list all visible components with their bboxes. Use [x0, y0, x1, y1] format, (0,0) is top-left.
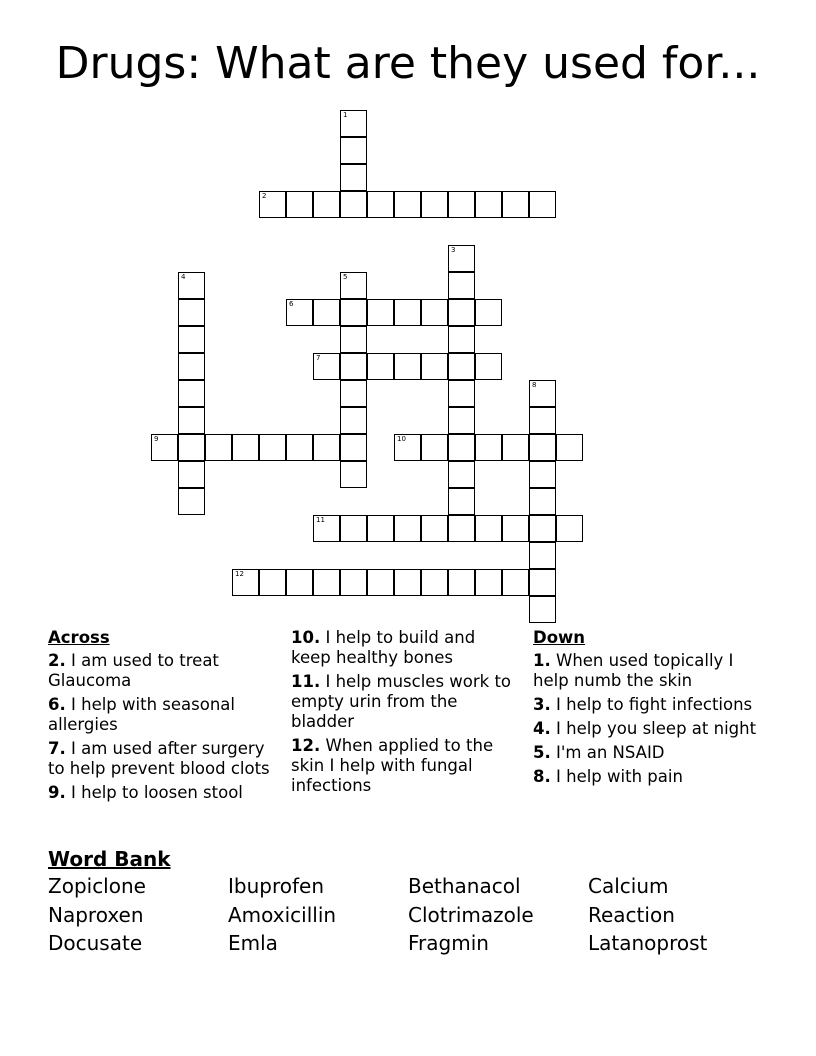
grid-cell	[340, 515, 367, 542]
grid-cell	[448, 515, 475, 542]
word-bank-heading: Word Bank	[48, 847, 171, 871]
grid-cell	[502, 569, 529, 596]
grid-cell	[340, 191, 367, 218]
clue-number: 5	[343, 273, 348, 281]
grid-cell	[529, 515, 556, 542]
grid-cell	[340, 326, 367, 353]
grid-cell	[448, 353, 475, 380]
across-clues-column-continued	[291, 628, 516, 800]
grid-cell	[448, 461, 475, 488]
clue-across-10: 10. I help to build and keep healthy bones	[291, 628, 476, 667]
grid-cell	[340, 434, 367, 461]
grid-cell	[340, 110, 367, 137]
grid-cell	[448, 434, 475, 461]
grid-cell	[178, 488, 205, 515]
word-bank-word: Amoxicillin	[228, 903, 337, 927]
grid-cell	[475, 569, 502, 596]
grid-cell	[394, 299, 421, 326]
grid-cell	[529, 191, 556, 218]
grid-cell	[286, 569, 313, 596]
grid-cell	[394, 515, 421, 542]
grid-cell	[448, 272, 475, 299]
word-bank-word: Zopiclone	[48, 874, 146, 898]
grid-cell	[502, 191, 529, 218]
grid-cell	[529, 380, 556, 407]
grid-cell	[178, 380, 205, 407]
clue-number: 2	[262, 192, 267, 200]
grid-cell	[556, 434, 583, 461]
grid-cell	[313, 353, 340, 380]
grid-cell	[475, 434, 502, 461]
clue-across-7: 7. I am used after surgery to help prevent blood clots	[48, 739, 270, 778]
clue-number: 10	[397, 435, 406, 443]
word-bank-word: Latanoprost	[588, 931, 708, 955]
grid-cell	[421, 353, 448, 380]
grid-cell	[340, 137, 367, 164]
grid-cell	[313, 191, 340, 218]
grid-cell	[286, 191, 313, 218]
word-bank-word: Fragmin	[408, 931, 489, 955]
grid-cell	[502, 515, 529, 542]
grid-cell	[502, 434, 529, 461]
grid-cell	[448, 326, 475, 353]
grid-cell	[178, 353, 205, 380]
word-bank-word: Bethanacol	[408, 874, 521, 898]
grid-cell	[529, 434, 556, 461]
grid-cell	[178, 407, 205, 434]
word-bank-word: Emla	[228, 931, 278, 955]
grid-cell	[340, 569, 367, 596]
grid-cell	[448, 488, 475, 515]
grid-cell	[367, 569, 394, 596]
grid-cell	[178, 434, 205, 461]
clue-number: 12	[235, 570, 244, 578]
clue-number: 7	[316, 354, 321, 362]
grid-cell	[313, 434, 340, 461]
grid-cell	[340, 164, 367, 191]
grid-cell	[529, 488, 556, 515]
grid-cell	[529, 542, 556, 569]
grid-cell	[340, 299, 367, 326]
clue-across-9: 9. I help to loosen stool	[48, 783, 243, 802]
clue-number: 4	[181, 273, 186, 281]
clue-down-3: 3. I help to fight infections	[533, 695, 753, 714]
word-bank-word: Ibuprofen	[228, 874, 325, 898]
across-heading: Across	[48, 628, 110, 647]
clue-down-1: 1. When used topically I help numb the skin	[533, 651, 734, 690]
grid-cell	[259, 434, 286, 461]
grid-cell	[448, 299, 475, 326]
clue-number: 8	[532, 381, 537, 389]
grid-cell	[448, 245, 475, 272]
grid-cell	[340, 407, 367, 434]
grid-cell	[529, 569, 556, 596]
grid-cell	[340, 380, 367, 407]
grid-cell	[205, 434, 232, 461]
clue-down-4: 4. I help you sleep at night	[533, 719, 757, 738]
word-bank-word: Naproxen	[48, 903, 144, 927]
grid-cell	[178, 461, 205, 488]
word-bank-word: Reaction	[588, 903, 675, 927]
clue-number: 3	[451, 246, 456, 254]
grid-cell	[286, 299, 313, 326]
grid-cell	[340, 353, 367, 380]
clue-down-8: 8. I help with pain	[533, 767, 683, 786]
across-clues-column	[48, 628, 273, 807]
grid-cell	[475, 191, 502, 218]
grid-cell	[529, 596, 556, 623]
grid-cell	[178, 326, 205, 353]
clue-number: 11	[316, 516, 325, 524]
clue-number: 6	[289, 300, 294, 308]
grid-cell	[232, 434, 259, 461]
grid-cell	[259, 191, 286, 218]
grid-cell	[178, 272, 205, 299]
grid-cell	[394, 434, 421, 461]
grid-cell	[313, 515, 340, 542]
grid-cell	[394, 191, 421, 218]
grid-cell	[448, 380, 475, 407]
grid-cell	[367, 299, 394, 326]
grid-cell	[313, 569, 340, 596]
clue-number: 9	[154, 435, 159, 443]
grid-cell	[232, 569, 259, 596]
clue-across-11: 11. I help muscles work to empty urin from the bladder	[291, 672, 512, 731]
clue-down-5: 5. I'm an NSAID	[533, 743, 665, 762]
grid-cell	[475, 353, 502, 380]
grid-cell	[367, 515, 394, 542]
grid-cell	[556, 515, 583, 542]
grid-cell	[151, 434, 178, 461]
down-heading: Down	[533, 628, 586, 647]
grid-cell	[421, 299, 448, 326]
grid-cell	[259, 569, 286, 596]
grid-cell	[475, 515, 502, 542]
down-clues-column	[533, 628, 758, 791]
grid-cell	[448, 191, 475, 218]
grid-cell	[421, 515, 448, 542]
clue-number: 1	[343, 111, 348, 119]
grid-cell	[313, 299, 340, 326]
grid-cell	[178, 299, 205, 326]
grid-cell	[529, 461, 556, 488]
grid-cell	[448, 569, 475, 596]
word-bank-word: Calcium	[588, 874, 669, 898]
clue-across-6: 6. I help with seasonal allergies	[48, 695, 235, 734]
page-title: Drugs: What are they used for...	[55, 38, 761, 89]
grid-cell	[448, 407, 475, 434]
grid-cell	[394, 353, 421, 380]
grid-cell	[421, 569, 448, 596]
clue-across-2: 2. I am used to treat Glaucoma	[48, 651, 219, 690]
grid-cell	[340, 461, 367, 488]
grid-cell	[421, 434, 448, 461]
grid-cell	[286, 434, 313, 461]
word-bank-word: Docusate	[48, 931, 143, 955]
grid-cell	[421, 191, 448, 218]
word-bank-word: Clotrimazole	[408, 903, 534, 927]
grid-cell	[529, 407, 556, 434]
grid-cell	[340, 272, 367, 299]
grid-cell	[475, 299, 502, 326]
clue-across-12: 12. When applied to the skin I help with fungal infections	[291, 736, 494, 795]
grid-cell	[394, 569, 421, 596]
grid-cell	[367, 191, 394, 218]
grid-cell	[367, 353, 394, 380]
